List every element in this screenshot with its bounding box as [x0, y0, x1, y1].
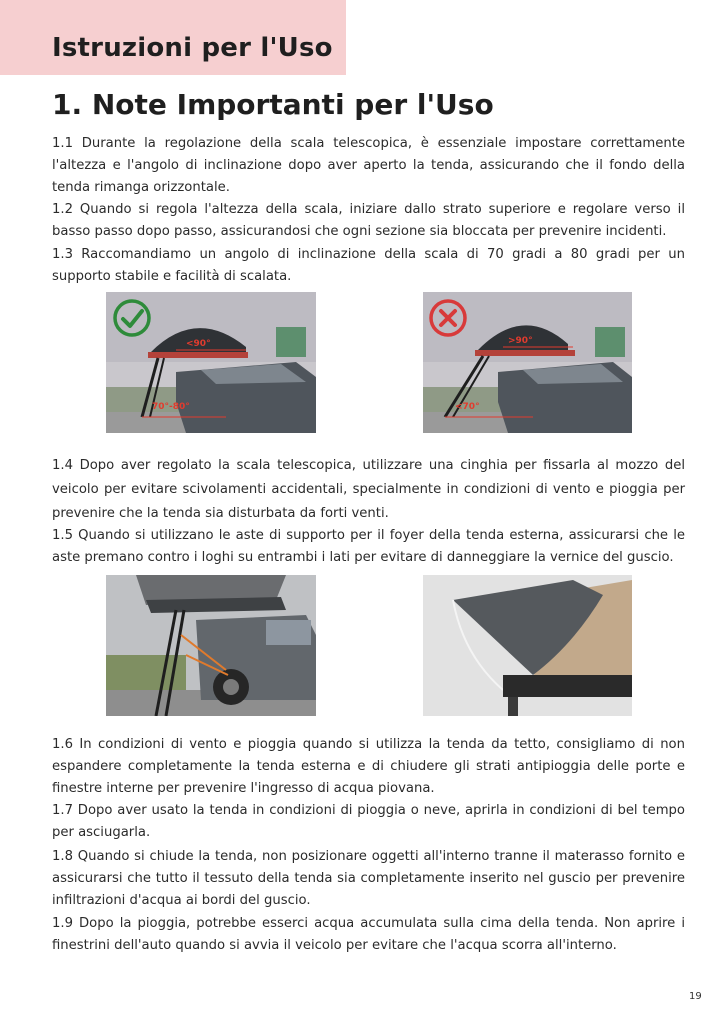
angle-label-ladder-no: <70°: [455, 402, 480, 412]
paragraph-1-3: 1.3 Raccomandiamo un angolo di inclinazione della scala di 70 gradi a 80 gradi per un supporto stabile e facilità di scalata.: [52, 247, 685, 284]
paragraph-1-8: 1.8 Quando si chiude la tenda, non posizionare oggetti all'interno tranne il materasso fornito e assicurarsi che tutto il tessuto della tenda sia completamente inserito nel guscio per prevenire infiltrazioni d'acqua ai bordi del guscio.: [52, 849, 685, 908]
paragraph-1-2: 1.2 Quando si regola l'altezza della scala, iniziare dallo strato superiore e regolare verso il basso passo dopo passo, assicurandosi che ogni sezione sia bloccata per prevenire incidenti.: [52, 202, 685, 239]
angle-label-ladder-ok: 70°-80°: [152, 402, 190, 412]
header-title: Istruzioni per l'Uso: [52, 33, 333, 63]
paragraph-1-6: 1.6 In condizioni di vento e pioggia quando si utilizza la tenda da tetto, consigliamo di non espandere completamente la tenda esterna e di chiudere gli strati antipioggia delle porte e finestre interne per prevenire l'ingresso di acqua piovana.: [52, 737, 685, 796]
page-number: 19: [689, 991, 702, 1002]
paragraph-1-4: 1.4 Dopo aver regolato la scala telescopica, utilizzare una cinghia per fissarla al mozzo del veicolo per evitare scivolamenti accidentali, specialmente in condizioni di vento e pioggia per prevenire che la tenda sia disturbata da forti venti.: [52, 458, 685, 521]
photo-tent-side-view: [106, 575, 316, 716]
paragraph-1-1: 1.1 Durante la regolazione della scala telescopica, è essenziale impostare correttamente l'altezza e l'angolo di inclinazione dopo aver aperto la tenda, assicurando che il fondo della tenda rimanga orizzontale.: [52, 136, 685, 195]
section-title: 1. Note Importanti per l'Uso: [52, 88, 494, 121]
paragraph-1-7: 1.7 Dopo aver usato la tenda in condizioni di pioggia o neve, aprirla in condizioni di bel tempo per asciugarla.: [52, 803, 685, 840]
angle-label-top-ok: <90°: [186, 339, 211, 349]
check-icon: [112, 298, 152, 338]
angle-label-top-no: >90°: [508, 336, 533, 346]
paragraph-1-9: 1.9 Dopo la pioggia, potrebbe esserci acqua accumulata sulla cima della tenda. Non aprire i finestrini dell'auto quando si avvia il veicolo per evitare che l'acqua scorra all'interno.: [52, 916, 685, 953]
photo-tent-awning: [423, 575, 632, 716]
cross-icon: [428, 298, 468, 338]
paragraph-1-5: 1.5 Quando si utilizzano le aste di supporto per il foyer della tenda esterna, assicurarsi che le aste premano contro i loghi su entrambi i lati per evitare di danneggiare la vernice del guscio.: [52, 528, 685, 565]
